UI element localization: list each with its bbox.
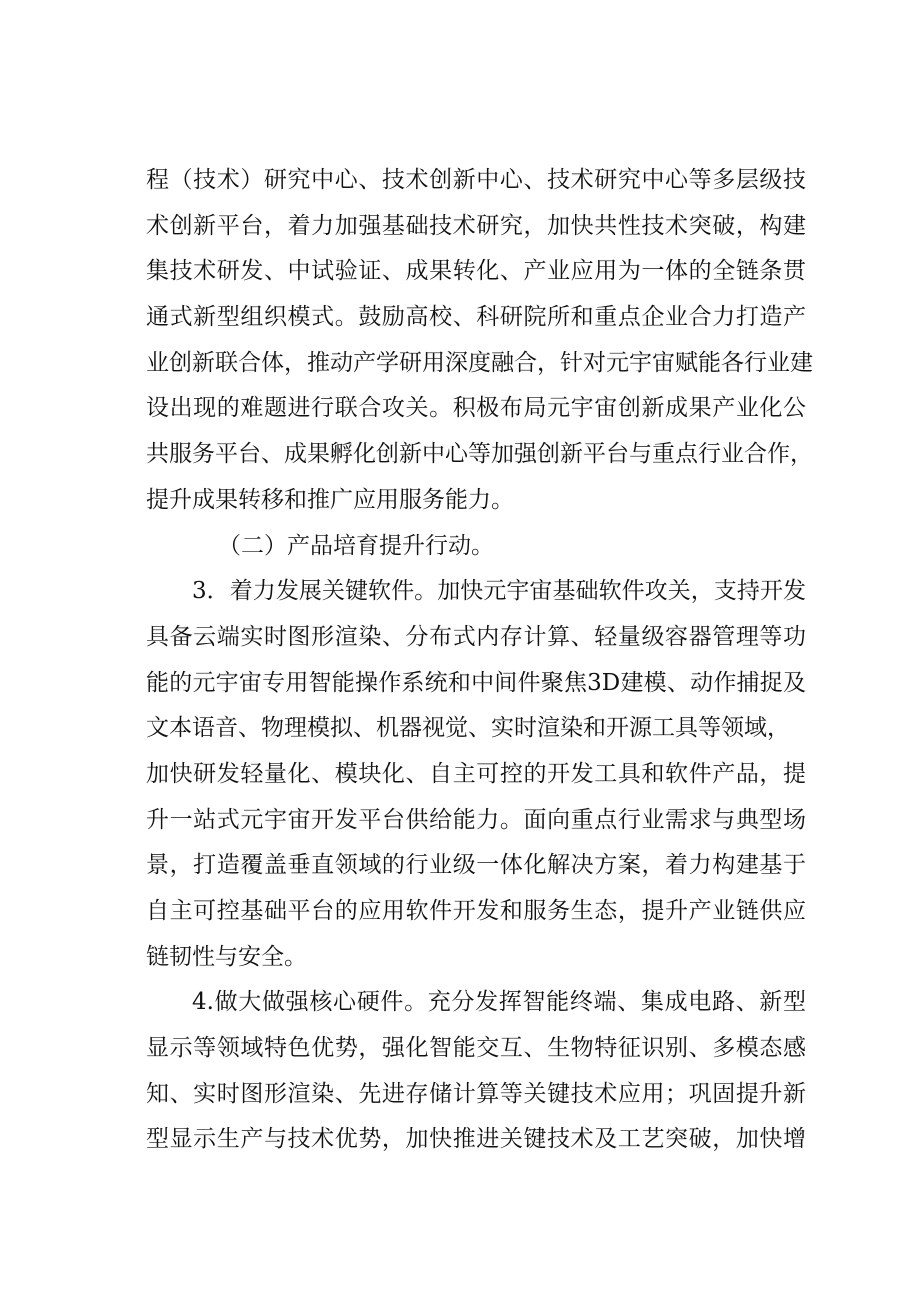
- section-heading: （二）产品培育提升行动。: [218, 532, 494, 559]
- text-line: 具备云端实时图形渲染、分布式内存计算、轻量级容器管理等功: [146, 623, 806, 650]
- text-line: 3．着力发展关键软件。加快元宇宙基础软件攻关，支持开发: [192, 578, 806, 605]
- text-line: 型显示生产与技术优势，加快推进关键技术及工艺突破，加快增: [146, 1126, 806, 1153]
- text-line: 链韧性与安全。: [146, 943, 307, 970]
- text-line: 提升成果转移和推广应用服务能力。: [146, 486, 514, 513]
- text-line: 升一站式元宇宙开发平台供给能力。面向重点行业需求与典型场: [146, 806, 806, 833]
- document-body: [146, 158, 813, 1163]
- text-line: 自主可控基础平台的应用软件开发和服务生态，提升产业链供应: [146, 898, 806, 924]
- text-line: 集技术研发、中试验证、成果转化、产业应用为一体的全链条贯: [146, 258, 806, 285]
- text-line: 景，打造覆盖垂直领域的行业级一体化解决方案，着力构建基于: [146, 852, 806, 879]
- text-line: 文本语音、物理模拟、机器视觉、实时渲染和开源工具等领域，: [146, 715, 790, 742]
- text-line: 能的元宇宙专用智能操作系统和中间件聚焦3D建模、动作捕捉及: [146, 669, 806, 696]
- text-line: 显示等领域特色优势，强化智能交互、生物特征识别、多模态感: [146, 1035, 806, 1062]
- text-line: 4.做大做强核心硬件。充分发挥智能终端、集成电路、新型: [192, 989, 806, 1016]
- text-line: 业创新联合体，推动产学研用深度融合，针对元宇宙赋能各行业建: [146, 349, 813, 376]
- text-line: 术创新平台，着力加强基础技术研究，加快共性技术突破，构建: [146, 212, 806, 239]
- text-line: 加快研发轻量化、模块化、自主可控的开发工具和软件产品，提: [146, 760, 806, 787]
- text-line: 设出现的难题进行联合攻关。积极布局元宇宙创新成果产业化公: [146, 395, 806, 422]
- text-line: 程（技术）研究中心、技术创新中心、技术研究中心等多层级技: [146, 167, 806, 193]
- text-line: 通式新型组织模式。鼓励高校、科研院所和重点企业合力打造产: [146, 304, 806, 331]
- text-line: 知、实时图形渲染、先进存储计算等关键技术应用；巩固提升新: [146, 1080, 806, 1107]
- text-line: 共服务平台、成果孵化创新中心等加强创新平台与重点行业合作，: [146, 441, 813, 468]
